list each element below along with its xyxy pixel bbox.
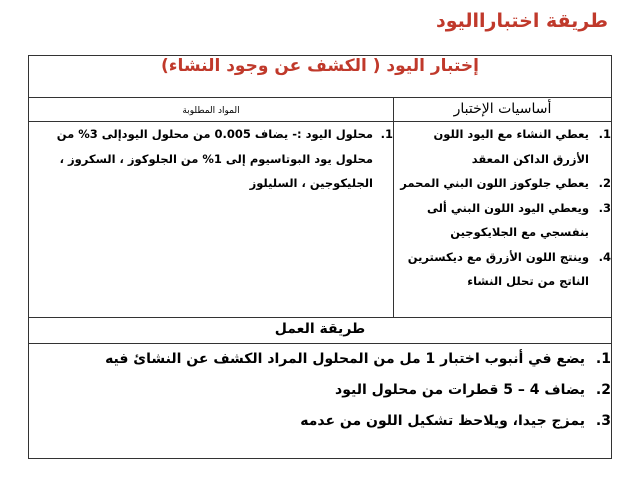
basics-header-cell xyxy=(394,98,612,122)
basics-column-header: أساسيات الإختبار xyxy=(453,101,552,117)
test-heading: إختبار اليود ( الكشف عن وجود النشاء) xyxy=(161,56,479,76)
list-item-number: 2. xyxy=(595,382,611,398)
materials-cell xyxy=(29,122,394,318)
list-item-number: 3. xyxy=(595,413,611,429)
list-item-number: 3. xyxy=(598,200,611,215)
iodine-test-table xyxy=(28,55,612,459)
method-heading-row xyxy=(29,318,612,344)
list-item-number: 4. xyxy=(598,249,611,264)
table-heading-row xyxy=(29,56,612,98)
list-item-text: يضاف 4 – 5 قطرات من محلول اليود xyxy=(335,382,585,398)
list-item xyxy=(29,375,611,406)
list-item-text: ويعطي اليود اللون البني ألى بنفسجي مع الجلايكوجين xyxy=(426,200,589,239)
page-title: طريقة اختبارااليود xyxy=(435,10,608,32)
method-heading-cell xyxy=(29,318,612,344)
list-item xyxy=(29,122,393,196)
materials-column-header: المواد المطلوبة xyxy=(182,106,240,116)
list-item-text: يمزج جيدا، ويلاحظ تشكيل اللون من عدمه xyxy=(300,413,585,429)
method-steps-cell xyxy=(29,344,612,459)
list-item xyxy=(394,196,611,245)
table-heading-cell xyxy=(29,56,612,98)
list-item-number: 1. xyxy=(380,127,393,141)
column-header-row xyxy=(29,98,612,122)
list-item-number: 1. xyxy=(595,351,611,367)
list-item-text: يضع في أنبوب اختبار 1 مل من المحلول المراد الكشف عن النشائ فيه xyxy=(105,351,585,367)
materials-list xyxy=(29,122,393,196)
list-item xyxy=(29,344,611,375)
materials-header-cell xyxy=(29,98,394,122)
method-steps-row xyxy=(29,344,612,459)
content-row xyxy=(29,122,612,318)
list-item-number: 2. xyxy=(598,176,611,190)
list-item-text: محلول اليود :- يضاف 0.005 من محلول اليودإلى 3% من محلول يود البوتاسيوم إلى 1% من الجلوكوز ، السكروز ، الجليكوجين ، السليلوز xyxy=(56,127,373,190)
list-item-text: يعطي جلوكوز اللون البني المحمر xyxy=(400,176,589,190)
basics-cell xyxy=(394,122,612,318)
list-item xyxy=(394,122,611,171)
list-item xyxy=(394,171,611,196)
method-heading: طريقة العمل xyxy=(274,321,366,337)
list-item xyxy=(29,406,611,437)
list-item xyxy=(394,245,611,294)
method-steps-list xyxy=(29,344,611,437)
list-item-number: 1. xyxy=(598,127,611,141)
basics-list xyxy=(394,122,611,294)
list-item-text: يعطي النشاء مع اليود اللون الأزرق الداكن المعقد xyxy=(433,127,589,166)
list-item-text: وينتج اللون الأزرق مع ديكسترين الناتج من تحلل النشاء xyxy=(407,249,589,288)
